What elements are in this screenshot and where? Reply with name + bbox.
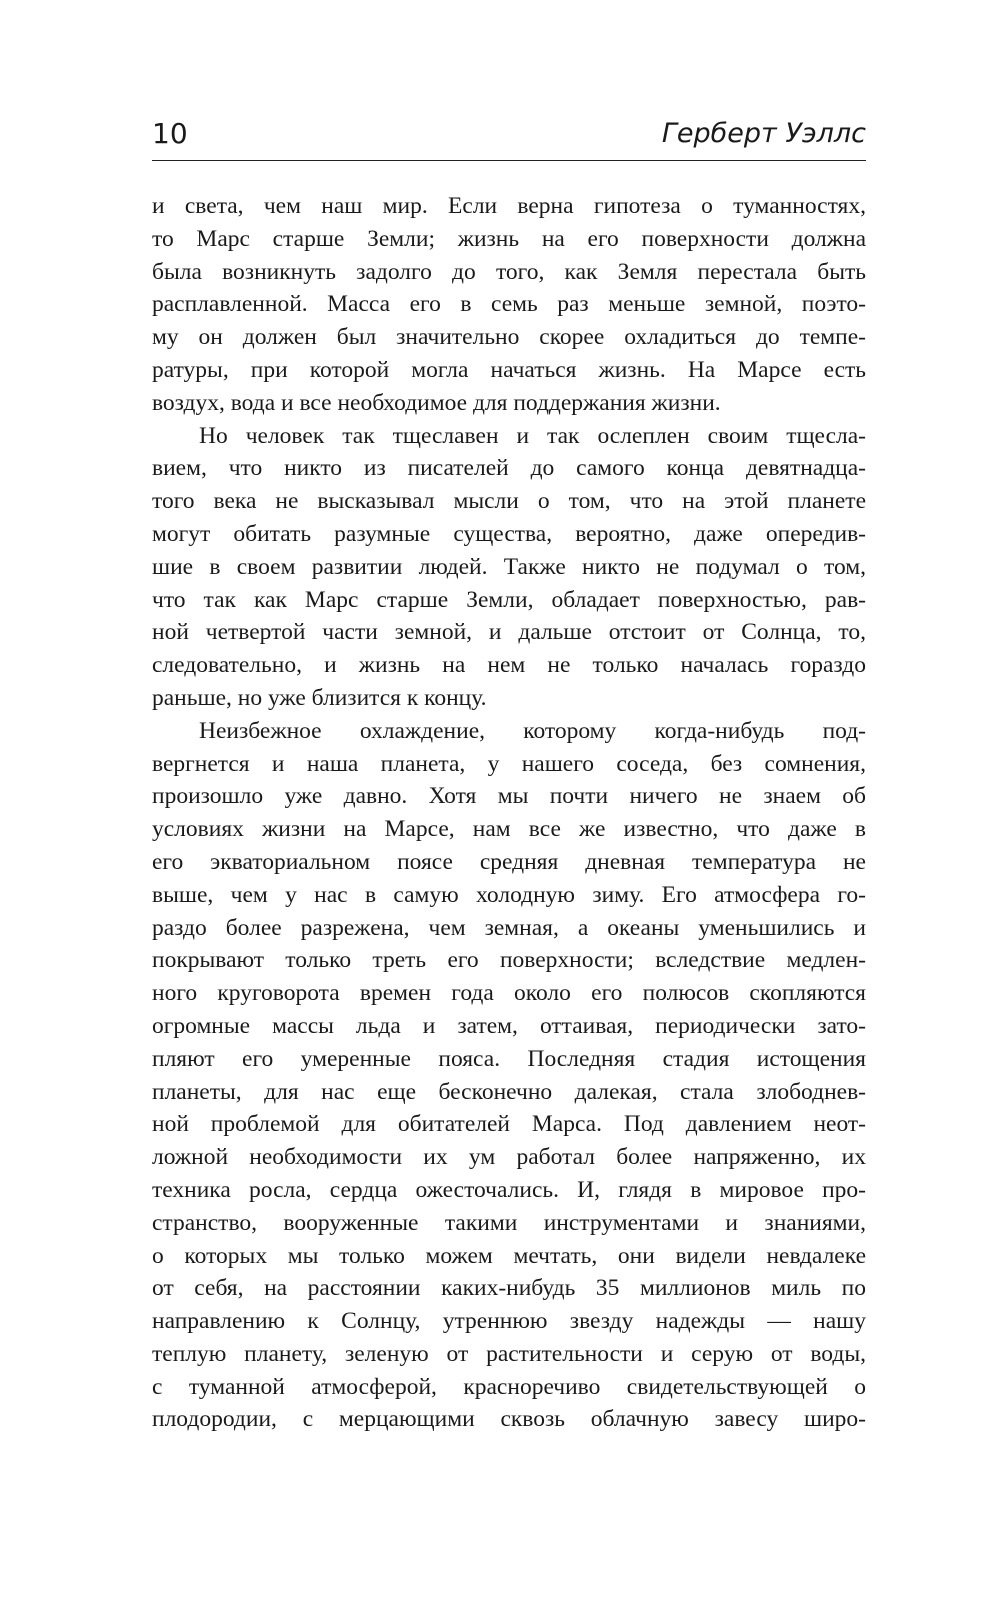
body-text [152, 190, 866, 1436]
text-line: расплавленной. Масса его в семь раз меньше земной, поэто- [152, 291, 866, 318]
text-line: воздух, вода и все необходимое для поддержания жизни. [152, 389, 721, 416]
text-line: того века не высказывал мысли о том, что на этой планете [152, 488, 866, 515]
text-line: его экваториальном поясе средняя дневная температура не [152, 848, 866, 875]
text-line: шие в своем развитии людей. Также никто не подумал о том, [152, 553, 866, 580]
text-line: раздо более разрежена, чем земная, а океаны уменьшились и [152, 914, 866, 941]
text-line: огромные массы льда и затем, оттаивая, периодически зато- [152, 1012, 866, 1039]
text-line: и света, чем наш мир. Если верна гипотеза о туманностях, [152, 193, 866, 219]
text-line: была возникнуть задолго до того, как Земля перестала быть [152, 258, 866, 285]
text-line: ной четвертой части земной, и дальше отстоит от Солнца, то, [152, 619, 866, 646]
text-line: то Марс старше Земли; жизнь на его поверхности должна [152, 225, 866, 252]
text-line: Неизбежное охлаждение, которому когда-нибудь под- [199, 717, 866, 744]
text-line: му он должен был значительно скорее охладиться до темпе- [152, 324, 866, 351]
text-line: пляют его умеренные пояса. Последняя стадия истощения [152, 1045, 866, 1072]
text-line: Но человек так тщеславен и так ослеплен своим тщесла- [199, 422, 866, 449]
text-line: ного круговорота времен года около его полюсов скопляются [152, 980, 866, 1007]
text-line: ратуры, при которой могла начаться жизнь. На Марсе есть [152, 356, 866, 383]
text-line: покрывают только треть его поверхности; вследствие медлен- [152, 947, 866, 974]
text-line: могут обитать разумные существа, вероятно, даже опередив- [152, 520, 866, 547]
text-line: ной проблемой для обитателей Марса. Под давлением неот- [152, 1111, 866, 1138]
text-line: плодородии, с мерцающими сквозь облачную завесу широ- [152, 1406, 866, 1433]
text-line: теплую планету, зеленую от растительности и серую от воды, [152, 1340, 866, 1367]
text-line: от себя, на расстоянии каких-нибудь 35 миллионов миль по [152, 1275, 866, 1302]
running-head-author: Герберт Уэллс [661, 118, 866, 149]
text-line: техника росла, сердца ожесточались. И, глядя в мировое про- [152, 1176, 866, 1203]
text-line: ложной необходимости их ум работал более напряженно, их [152, 1144, 866, 1171]
text-line: выше, чем у нас в самую холодную зиму. Его атмосфера го- [152, 881, 866, 908]
page-number: 10 [152, 117, 188, 150]
text-line: раньше, но уже близится к концу. [152, 684, 487, 711]
text-line: условиях жизни на Марсе, нам все же известно, что даже в [152, 816, 866, 843]
text-line: странство, вооруженные такими инструментами и знаниями, [152, 1209, 866, 1236]
text-line: что так как Марс старше Земли, обладает поверхностью, рав- [152, 586, 866, 613]
text-line: следовательно, и жизнь на нем не только началась гораздо [152, 652, 866, 679]
page-header [152, 116, 866, 161]
text-line: о которых мы только можем мечтать, они видели невдалеке [152, 1242, 866, 1269]
text-line: произошло уже давно. Хотя мы почти ничего не знаем об [152, 783, 866, 810]
text-line: вием, что никто из писателей до самого конца девятнадца- [152, 455, 866, 482]
text-line: с туманной атмосферой, красноречиво свидетельствующей о [152, 1373, 866, 1400]
text-line: направлению к Солнцу, утреннюю звезду надежды — нашу [152, 1308, 866, 1335]
text-line: вергнется и наша планета, у нашего соседа, без сомнения, [152, 750, 866, 777]
text-line: планеты, для нас еще бесконечно далекая, стала злободнев- [152, 1078, 866, 1105]
